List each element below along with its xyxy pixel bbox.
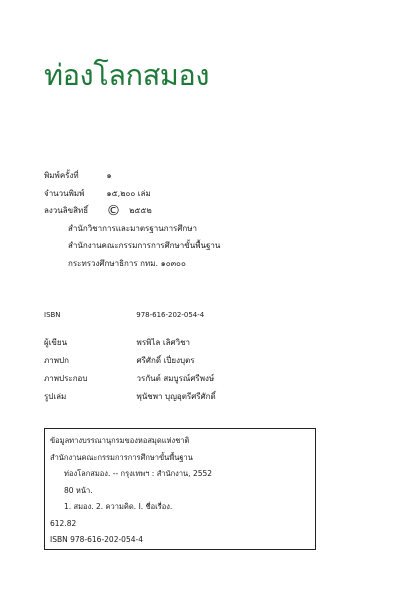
book-title: ท่องโลกสมอง (44, 58, 209, 92)
edition-row (44, 167, 220, 185)
publisher-line: สำนักวิชาการและมาตรฐานการศึกษา (68, 223, 198, 233)
cip-isbn: ISBN 978-616-202-054-4 (50, 535, 143, 544)
isbn-line (44, 311, 204, 319)
credit-row (44, 370, 216, 388)
credit-name: วรกันต์ สมบูรณ์ศรีพงษ์ (136, 374, 215, 383)
cip-heading: ข้อมูลทางบรรณานุกรมของหอสมุดแห่งชาติ (50, 436, 190, 445)
cip-agency: สำนักงานคณะกรรมการการศึกษาขั้นพื้นฐาน (50, 452, 193, 462)
isbn-label: ISBN (44, 311, 61, 319)
edition-label: พิมพ์ครั้งที่ (44, 171, 79, 180)
credit-role: ภาพประกอบ (44, 374, 88, 383)
copyright-symbol: © (106, 203, 121, 219)
cip-pages: 80 หน้า. (64, 485, 93, 495)
credit-row (44, 334, 216, 352)
publisher-line: สำนักงานคณะกรรมการการศึกษาขั้นพื้นฐาน (68, 241, 221, 250)
credit-name: พุนัชพา บุญอุตรีศรีศักดิ์ (136, 392, 216, 401)
copyright-row (44, 202, 220, 220)
credit-name: พรพิไล เลิศวิชา (136, 338, 190, 347)
credit-name: ศรีศักดิ์ เปี่ยงบุตร (136, 356, 195, 365)
cip-entry: ท่องโลกสมอง. -- กรุงเทพฯ : สำนักงาน, 2552 (64, 469, 213, 478)
cip-subjects: 1. สมอง. 2. ความคิด. I. ชื่อเรื่อง. (64, 502, 173, 511)
credit-role: รูปเล่ม (44, 392, 67, 401)
copies-label: จำนวนพิมพ์ (44, 188, 85, 198)
credits-block (44, 334, 216, 406)
imprint-block (44, 167, 220, 272)
credit-row (44, 352, 216, 370)
credit-row (44, 388, 216, 406)
copyright-year: ๒๕๕๒ (129, 206, 152, 215)
edition-value: ๑ (106, 171, 112, 180)
isbn-value: 978-616-202-054-4 (136, 311, 205, 319)
cataloging-in-publication-box (44, 428, 316, 550)
credit-role: ผู้เขียน (44, 338, 68, 347)
credit-role: ภาพปก (44, 356, 69, 365)
copies-value: ๑๕,๒๐๐ เล่ม (106, 188, 151, 198)
copyright-label: ลงวนลิขสิทธิ์ (44, 206, 89, 215)
copies-row (44, 185, 220, 203)
publisher-line: กระทรวงศึกษาธิการ กทม. ๑๐๓๐๐ (68, 258, 186, 268)
cip-classification: 612.82 (50, 518, 77, 528)
